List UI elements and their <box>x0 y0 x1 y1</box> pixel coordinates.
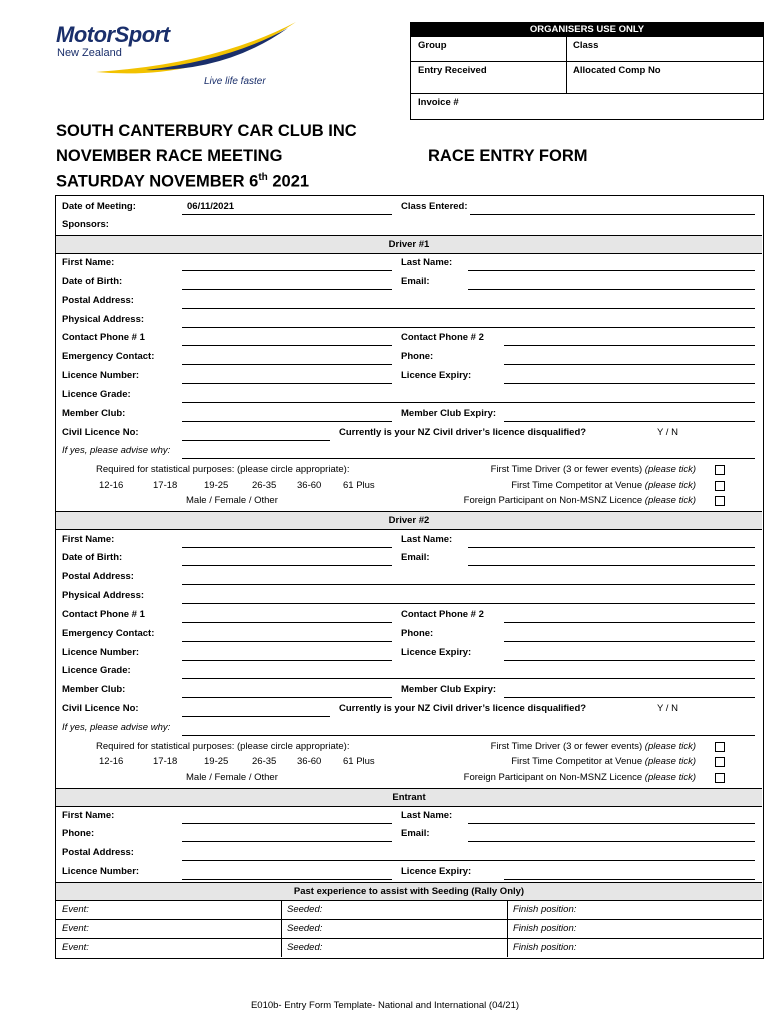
entrant-licence-expiry-field[interactable] <box>504 879 755 880</box>
d1-physical-label: Physical Address: <box>62 314 145 325</box>
d2-email-label: Email: <box>401 552 430 563</box>
d2-statistical-label: Required for statistical purposes: (please circle appropriate): <box>96 741 350 752</box>
driver2-header: Driver #2 <box>56 511 762 530</box>
d1-email-label: Email: <box>401 276 430 287</box>
exp-row3-event[interactable]: Event: <box>62 942 89 953</box>
class-entered-field[interactable] <box>470 214 755 215</box>
entrant-first-name-field[interactable] <box>182 823 392 824</box>
entrant-last-name-field[interactable] <box>468 823 755 824</box>
d1-phone2-field[interactable] <box>504 345 755 346</box>
d2-licence-expiry-label: Licence Expiry: <box>401 647 472 658</box>
d1-phone-label: Phone: <box>401 351 434 362</box>
d2-first-name-field[interactable] <box>182 547 392 548</box>
d1-civil-licence-field[interactable] <box>182 440 330 441</box>
d2-member-club-label: Member Club: <box>62 684 126 695</box>
entrant-header: Entrant <box>56 788 762 807</box>
entrant-phone-field[interactable] <box>182 841 392 842</box>
d1-phone2-label: Contact Phone # 2 <box>401 332 484 343</box>
d2-age-19-25[interactable]: 19-25 <box>204 756 229 767</box>
exp-row3-finish[interactable]: Finish position: <box>513 942 577 953</box>
d2-last-name-label: Last Name: <box>401 534 453 545</box>
d2-licence-grade-field[interactable] <box>182 678 755 679</box>
logo-tagline: Live life faster <box>204 76 266 87</box>
d1-first-name-label: First Name: <box>62 257 115 268</box>
d1-phone1-label: Contact Phone # 1 <box>62 332 145 343</box>
d2-postal-label: Postal Address: <box>62 571 134 582</box>
form-frame <box>55 195 764 959</box>
motorsport-logo <box>56 20 296 90</box>
d1-emergency-label: Emergency Contact: <box>62 351 155 362</box>
d1-licence-grade-label: Licence Grade: <box>62 389 131 400</box>
d2-first-time-competitor-checkbox[interactable] <box>715 757 725 767</box>
d1-last-name-label: Last Name: <box>401 257 453 268</box>
d2-last-name-field[interactable] <box>468 547 755 548</box>
d1-phone-field[interactable] <box>504 364 755 365</box>
d1-foreign-checkbox[interactable] <box>715 496 725 506</box>
d2-gender[interactable]: Male / Female / Other <box>186 772 278 783</box>
meeting-name: NOVEMBER RACE MEETING <box>56 147 283 165</box>
d2-emergency-label: Emergency Contact: <box>62 628 155 639</box>
d2-postal-field[interactable] <box>182 584 755 585</box>
d1-licence-expiry-field[interactable] <box>504 383 755 384</box>
date-of-meeting-value: 06/11/2021 <box>187 201 235 212</box>
exp-row3-seeded[interactable]: Seeded: <box>287 942 323 953</box>
d2-age-17-18[interactable]: 17-18 <box>153 756 178 767</box>
entrant-postal-label: Postal Address: <box>62 847 134 858</box>
entrant-email-label: Email: <box>401 828 430 839</box>
driver1-header: Driver #1 <box>56 235 762 254</box>
d1-licence-number-field[interactable] <box>182 383 392 384</box>
d1-licence-expiry-label: Licence Expiry: <box>401 370 472 381</box>
entrant-postal-field[interactable] <box>182 860 755 861</box>
footer-text: E010b- Entry Form Template- National and International (04/21) <box>250 1000 520 1011</box>
d2-member-club-expiry-field[interactable] <box>504 697 755 698</box>
exp-row1-seeded[interactable]: Seeded: <box>287 904 323 915</box>
d1-first-name-field[interactable] <box>182 270 392 271</box>
d1-member-club-field[interactable] <box>182 421 392 422</box>
d1-yn-label[interactable]: Y / N <box>657 427 678 438</box>
exp-row1-finish[interactable]: Finish position: <box>513 904 577 915</box>
logo-brand: MotorSport <box>56 22 170 47</box>
sponsors-label: Sponsors: <box>62 219 109 230</box>
entrant-first-name-label: First Name: <box>62 810 115 821</box>
d1-dob-label: Date of Birth: <box>62 276 123 287</box>
entrant-email-field[interactable] <box>468 841 755 842</box>
d2-civil-licence-label: Civil Licence No: <box>62 703 139 714</box>
club-name: SOUTH CANTERBURY CAR CLUB INC <box>56 122 357 140</box>
entrant-phone-label: Phone: <box>62 828 95 839</box>
d2-age-12-16[interactable]: 12-16 <box>99 756 124 767</box>
d1-first-time-competitor-label: First Time Competitor at Venue (please tick) <box>511 480 696 491</box>
date-of-meeting-label: Date of Meeting: <box>62 201 136 212</box>
experience-header: Past experience to assist with Seeding (Rally Only) <box>56 882 762 901</box>
d2-licence-number-label: Licence Number: <box>62 647 140 658</box>
entry-received-label: Entry Received <box>418 65 487 76</box>
d2-licence-number-field[interactable] <box>182 660 392 661</box>
allocated-comp-label: Allocated Comp No <box>573 65 661 76</box>
d1-licence-grade-field[interactable] <box>182 402 755 403</box>
organisers-box <box>410 22 764 120</box>
d1-foreign-label: Foreign Participant on Non-MSNZ Licence (please tick) <box>463 495 696 506</box>
d2-licence-expiry-field[interactable] <box>504 660 755 661</box>
d2-member-club-field[interactable] <box>182 697 392 698</box>
d1-emergency-field[interactable] <box>182 364 392 365</box>
entrant-licence-expiry-label: Licence Expiry: <box>401 866 472 877</box>
d1-postal-label: Postal Address: <box>62 295 134 306</box>
d2-civil-licence-field[interactable] <box>182 716 330 717</box>
d2-foreign-label: Foreign Participant on Non-MSNZ Licence (please tick) <box>463 772 696 783</box>
meeting-date: SATURDAY NOVEMBER 6th 2021 <box>56 172 310 191</box>
d1-disqualified-label: Currently is your NZ Civil driver’s licence disqualified? <box>339 427 587 438</box>
exp-row2-finish[interactable]: Finish position: <box>513 923 577 934</box>
entrant-licence-number-label: Licence Number: <box>62 866 140 877</box>
d1-member-club-label: Member Club: <box>62 408 126 419</box>
exp-row1-event[interactable]: Event: <box>62 904 89 915</box>
d2-first-time-driver-checkbox[interactable] <box>715 742 725 752</box>
group-label: Group <box>418 40 447 51</box>
d2-dob-field[interactable] <box>182 565 392 566</box>
d2-age-26-35[interactable]: 26-35 <box>252 756 277 767</box>
d2-licence-grade-label: Licence Grade: <box>62 665 131 676</box>
logo-region: New Zealand <box>57 47 122 59</box>
d1-age-36-60[interactable]: 36-60 <box>297 480 322 491</box>
d2-age-36-60[interactable]: 36-60 <box>297 756 322 767</box>
exp-row2-event[interactable]: Event: <box>62 923 89 934</box>
d1-last-name-field[interactable] <box>468 270 755 271</box>
d1-email-field[interactable] <box>468 289 755 290</box>
d1-age-17-18[interactable]: 17-18 <box>153 480 178 491</box>
d1-member-club-expiry-label: Member Club Expiry: <box>401 408 497 419</box>
d2-age-61-plus[interactable]: 61 Plus <box>343 756 375 767</box>
d1-first-time-driver-checkbox[interactable] <box>715 465 725 475</box>
d1-advise-field[interactable] <box>182 458 755 459</box>
d2-first-time-driver-label: First Time Driver (3 or fewer events) (please tick) <box>490 741 696 752</box>
d2-first-time-competitor-label: First Time Competitor at Venue (please tick) <box>511 756 696 767</box>
d1-age-61-plus[interactable]: 61 Plus <box>343 480 375 491</box>
d1-physical-field[interactable] <box>182 327 755 328</box>
d2-emergency-field[interactable] <box>182 641 392 642</box>
d1-advise-label: If yes, please advise why: <box>62 445 171 456</box>
d2-advise-field[interactable] <box>182 735 755 736</box>
d2-member-club-expiry-label: Member Club Expiry: <box>401 684 497 695</box>
d2-yn-label[interactable]: Y / N <box>657 703 678 714</box>
d2-phone2-field[interactable] <box>504 622 755 623</box>
d2-disqualified-label: Currently is your NZ Civil driver’s licence disqualified? <box>339 703 587 714</box>
d2-phone1-label: Contact Phone # 1 <box>62 609 145 620</box>
d2-physical-label: Physical Address: <box>62 590 145 601</box>
d1-statistical-label: Required for statistical purposes: (please circle appropriate): <box>96 464 350 475</box>
d1-first-time-driver-label: First Time Driver (3 or fewer events) (please tick) <box>490 464 696 475</box>
class-entered-label: Class Entered: <box>401 201 468 212</box>
invoice-label: Invoice # <box>418 97 459 108</box>
d2-phone-field[interactable] <box>504 641 755 642</box>
d1-licence-number-label: Licence Number: <box>62 370 140 381</box>
d2-dob-label: Date of Birth: <box>62 552 123 563</box>
d1-dob-field[interactable] <box>182 289 392 290</box>
d1-first-time-competitor-checkbox[interactable] <box>715 481 725 491</box>
organisers-title: ORGANISERS USE ONLY <box>411 23 763 37</box>
class-label: Class <box>573 40 599 51</box>
d2-phone-label: Phone: <box>401 628 434 639</box>
d2-phone2-label: Contact Phone # 2 <box>401 609 484 620</box>
entrant-last-name-label: Last Name: <box>401 810 453 821</box>
d1-age-12-16[interactable]: 12-16 <box>99 480 124 491</box>
d2-first-name-label: First Name: <box>62 534 115 545</box>
d1-age-26-35[interactable]: 26-35 <box>252 480 277 491</box>
d1-gender[interactable]: Male / Female / Other <box>186 495 278 506</box>
d2-advise-label: If yes, please advise why: <box>62 722 171 733</box>
entrant-licence-number-field[interactable] <box>182 879 392 880</box>
d1-civil-licence-label: Civil Licence No: <box>62 427 139 438</box>
d1-member-club-expiry-field[interactable] <box>504 421 755 422</box>
d2-phone1-field[interactable] <box>182 622 392 623</box>
form-title: RACE ENTRY FORM <box>428 147 588 165</box>
exp-row2-seeded[interactable]: Seeded: <box>287 923 323 934</box>
d1-phone1-field[interactable] <box>182 345 392 346</box>
d2-foreign-checkbox[interactable] <box>715 773 725 783</box>
d2-email-field[interactable] <box>468 565 755 566</box>
d1-postal-field[interactable] <box>182 308 755 309</box>
d2-physical-field[interactable] <box>182 603 755 604</box>
d1-age-19-25[interactable]: 19-25 <box>204 480 229 491</box>
